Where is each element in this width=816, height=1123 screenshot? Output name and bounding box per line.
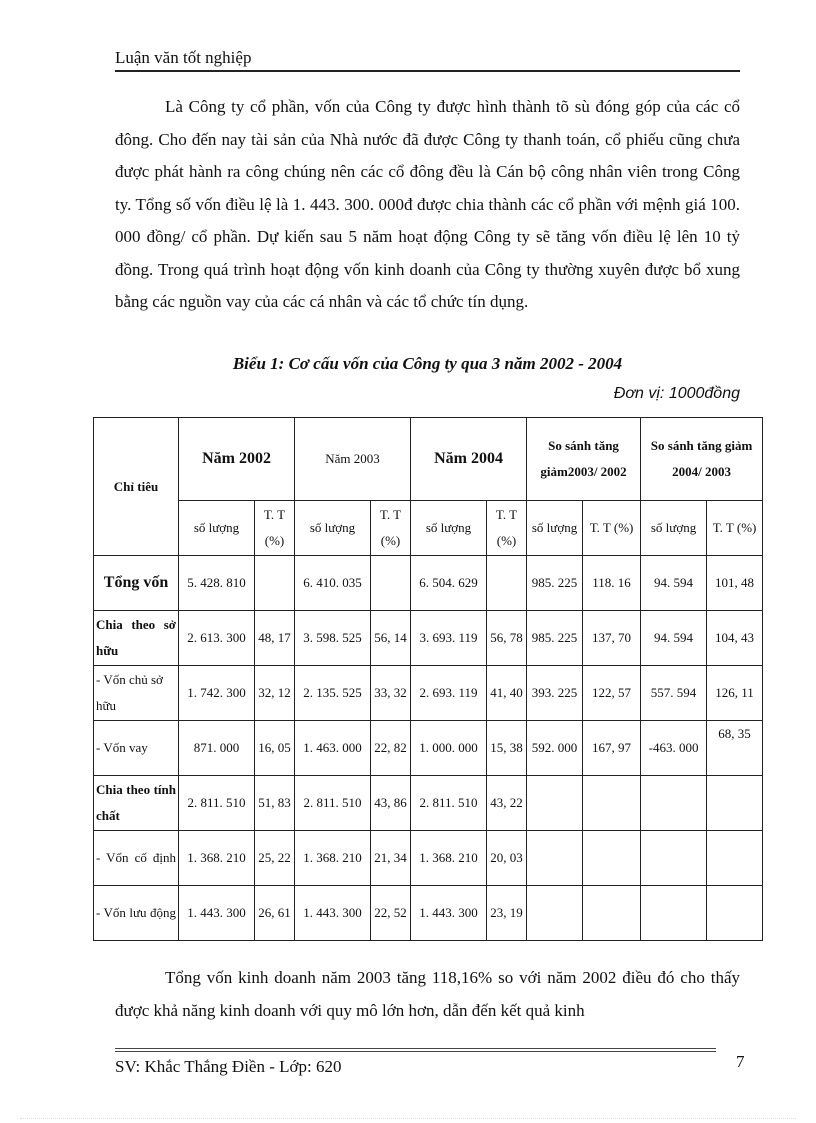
cell: 43, 86 [371,776,411,831]
cell: 985. 225 [527,556,583,611]
cell: 21, 34 [371,831,411,886]
cell: 1. 000. 000 [411,721,487,776]
cell: 2. 811. 510 [295,776,371,831]
header-year-2004: Năm 2004 [411,418,527,501]
cell: 1. 443. 300 [295,886,371,941]
cell: 16, 05 [255,721,295,776]
sub-qty-2004: số lượng [411,501,487,556]
cell: 2. 613. 300 [179,611,255,666]
cell: 48, 17 [255,611,295,666]
cell: 557. 594 [641,666,707,721]
cell [583,831,641,886]
cell: 122, 57 [583,666,641,721]
cell: 2. 811. 510 [411,776,487,831]
cell: 94. 594 [641,611,707,666]
cell: 56, 78 [487,611,527,666]
footer-rule [115,1051,716,1052]
cell: -463. 000 [641,721,707,776]
header-year-2002: Năm 2002 [179,418,295,501]
cell: 51, 83 [255,776,295,831]
cell: 6. 410. 035 [295,556,371,611]
header-indicator: Chỉ tiêu [94,418,179,556]
cell [583,776,641,831]
cell: 1. 368. 210 [179,831,255,886]
cell: 592. 000 [527,721,583,776]
table-row [94,886,763,941]
cell: 41, 40 [487,666,527,721]
cell: 1. 443. 300 [179,886,255,941]
cell: 101, 48 [707,556,763,611]
header-year-2003: Năm 2003 [295,418,411,501]
sub-qty-2002: số lượng [179,501,255,556]
cell [707,886,763,941]
table-caption: Biểu 1: Cơ cấu vốn của Công ty qua 3 năm 2002 - 2004 [232,354,623,373]
cell: 6. 504. 629 [411,556,487,611]
cell: 32, 12 [255,666,295,721]
cell: 2. 811. 510 [179,776,255,831]
cell: 5. 428. 810 [179,556,255,611]
cell: 1. 463. 000 [295,721,371,776]
row-label: - Vốn cố định [94,831,179,886]
sub-tt-cmp2: T. T (%) [707,501,763,556]
footer-rule [115,1048,716,1049]
cell: 137, 70 [583,611,641,666]
cell: 94. 594 [641,556,707,611]
cell: 2. 135. 525 [295,666,371,721]
header-rule [115,70,740,72]
cell [641,776,707,831]
sub-tt-cmp1: T. T (%) [583,501,641,556]
row-label: - Vốn vay [94,721,179,776]
page-edge [20,1118,796,1119]
row-label: Tổng vốn [94,556,179,611]
unit-label: Đơn vị: 1000đồng [613,385,740,402]
cell: 3. 693. 119 [411,611,487,666]
page-number: 7 [736,1052,745,1071]
cell [487,556,527,611]
sub-qty-2003: số lượng [295,501,371,556]
cell [583,886,641,941]
cell: 25, 22 [255,831,295,886]
conclusion-paragraph: Tổng vốn kinh doanh năm 2003 tăng 118,16% so với năm 2002 điều đó cho thấy được khả năng kinh doanh với quy mô lớn hơn, dẫn đến kết quả kinh [115,968,740,1020]
cell [255,556,295,611]
table-row [94,721,763,776]
header-compare-2003-2002: So sánh tăng giảm2003/ 2002 [527,418,641,501]
cell: 393. 225 [527,666,583,721]
table-row [94,556,763,611]
cell: 1. 368. 210 [295,831,371,886]
cell: 126, 11 [707,666,763,721]
table-row [94,776,763,831]
sub-tt-2004: T. T (%) [487,501,527,556]
cell: 1. 368. 210 [411,831,487,886]
cell: 43, 22 [487,776,527,831]
cell [641,831,707,886]
cell: 56, 14 [371,611,411,666]
cell: 871. 000 [179,721,255,776]
header-compare-2004-2003: So sánh tăng giảm 2004/ 2003 [641,418,763,501]
cell: 22, 82 [371,721,411,776]
cell: 20, 03 [487,831,527,886]
table-row [94,831,763,886]
cell [527,886,583,941]
cell [641,886,707,941]
cell: 23, 19 [487,886,527,941]
cell: 2. 693. 119 [411,666,487,721]
cell [707,776,763,831]
table-row [94,666,763,721]
cell: 26, 61 [255,886,295,941]
cell [371,556,411,611]
cell: 22, 52 [371,886,411,941]
cell: 68, 35 [707,721,763,776]
cell [527,776,583,831]
cell: 15, 38 [487,721,527,776]
cell: 33, 32 [371,666,411,721]
row-label: - Vốn lưu động [94,886,179,941]
footer-author: SV: Khắc Thắng Điền - Lớp: 620 [115,1057,342,1076]
table-row [94,611,763,666]
cell: 104, 43 [707,611,763,666]
row-label: - Vốn chủ sở hữu [94,666,179,721]
cell: 167, 97 [583,721,641,776]
cell: 1. 742. 300 [179,666,255,721]
row-label: Chia theo sở hữu [94,611,179,666]
row-label: Chia theo tính chất [94,776,179,831]
capital-structure-table [93,417,763,941]
cell: 3. 598. 525 [295,611,371,666]
running-header: Luận văn tốt nghiệp [115,48,252,67]
cell [707,831,763,886]
sub-qty-cmp1: số lượng [527,501,583,556]
cell: 118. 16 [583,556,641,611]
sub-tt-2002: T. T (%) [255,501,295,556]
cell: 985. 225 [527,611,583,666]
sub-tt-2003: T. T (%) [371,501,411,556]
cell: 1. 443. 300 [411,886,487,941]
cell [527,831,583,886]
sub-qty-cmp2: số lượng [641,501,707,556]
intro-paragraph: Là Công ty cổ phần, vốn của Công ty được hình thành tõ sù đóng góp của các cổ đông. Cho đến nay tài sản của Nhà nước đã được Công ty thanh toán, cổ phiếu cũng chưa được phát hành ra công chúng nên các cổ đông đều là Cán bộ công nhân viên trong Công ty. Tổng số vốn điều lệ là 1. 443. 300. 000đ được chia thành các cổ phần với mệnh giá 100. 000 đồng/ cổ phần. Dự kiến sau 5 năm hoạt động Công ty sẽ tăng vốn điều lệ lên 10 tỷ đồng. Trong quá trình hoạt động vốn kinh doanh của Công ty thường xuyên được bổ xung bằng các nguồn vay của các cá nhân và các tổ chức tín dụng. [115,97,740,311]
